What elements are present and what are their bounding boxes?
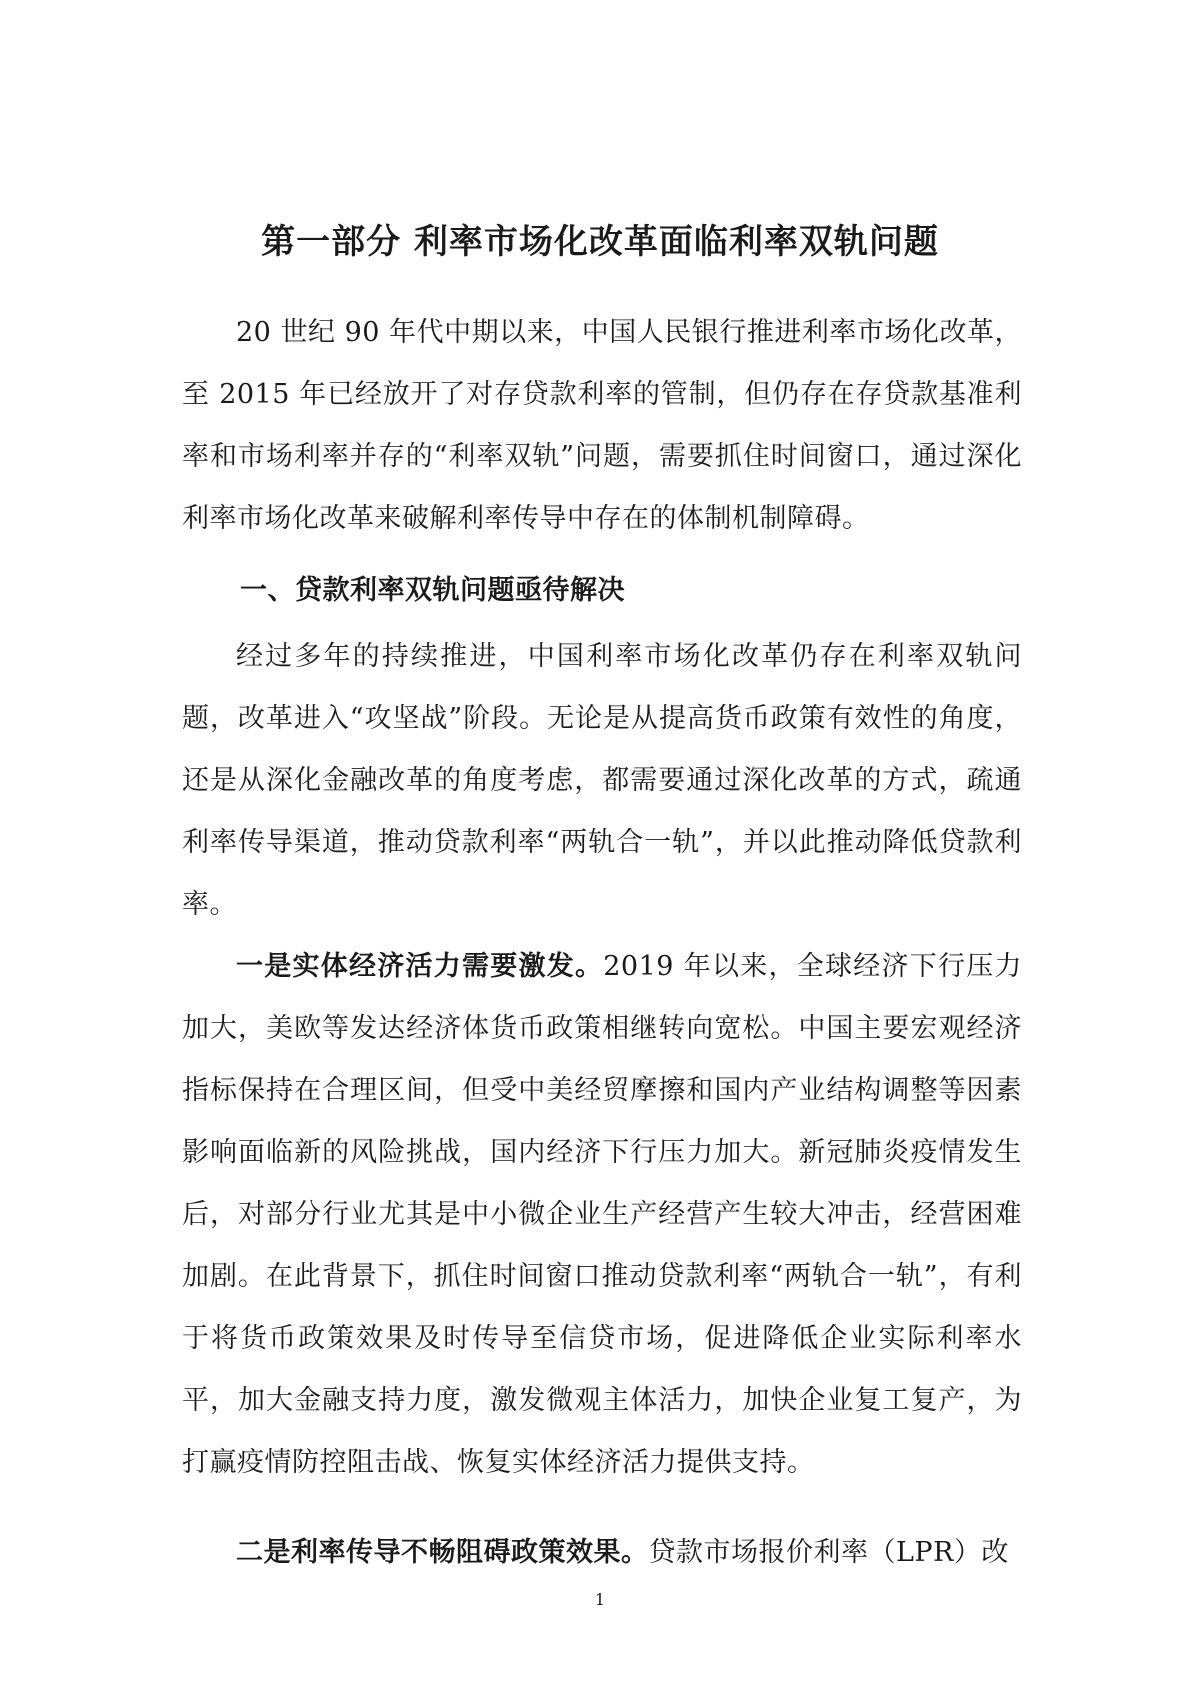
paragraph-body: 贷款市场报价利率（LPR）改 [648, 1537, 1009, 1568]
paragraph-lead: 二是利率传导不畅阻碍政策效果。 [236, 1537, 649, 1568]
page-number: 1 [594, 1590, 606, 1609]
intro-paragraph: 20 世纪 90 年代中期以来，中国人民银行推进利率市场化改革，至 2015 年已经放开了对存贷款利率的管制，但仍存在存贷款基准利率和市场利率并存的“利率双轨”问题，需要抓住时间窗口，通过深化利率市场化改革来破解利率传导中存在的体制机制障碍。 [182, 317, 1022, 534]
page-title: 第一部分 利率市场化改革面临利率双轨问题 [261, 222, 939, 262]
section-heading: 一、贷款利率双轨问题亟待解决 [240, 575, 625, 606]
section-paragraph-2 [182, 936, 1022, 1494]
section-paragraph-3 [182, 1522, 1022, 1584]
paragraph-body: 2019 年以来，全球经济下行压力加大，美欧等发达经济体货币政策相继转向宽松。中国主要宏观经济指标保持在合理区间，但受中美经贸摩擦和国内产业结构调整等因素影响面临新的风险挑战，国内经济下行压力加大。新冠肺炎疫情发生后，对部分行业尤其是中小微企业生产经营产生较大冲击，经营困难加剧。在此背景下，抓住时间窗口推动贷款利率“两轨合一轨”，有利于将货币政策效果及时传导至信贷市场，促进降低企业实际利率水平，加大金融支持力度，激发微观主体活力，加快企业复工复产，为打赢疫情防控阻击战、恢复实体经济活力提供支持。 [182, 951, 1023, 1478]
paragraph-lead: 一是实体经济活力需要激发。 [236, 951, 604, 982]
section-paragraph-1: 经过多年的持续推进，中国利率市场化改革仍存在利率双轨问题，改革进入“攻坚战”阶段。无论是从提高货币政策有效性的角度，还是从深化金融改革的角度考虑，都需要通过深化改革的方式，疏通利率传导渠道，推动贷款利率“两轨合一轨”，并以此推动降低贷款利率。 [182, 641, 1022, 920]
